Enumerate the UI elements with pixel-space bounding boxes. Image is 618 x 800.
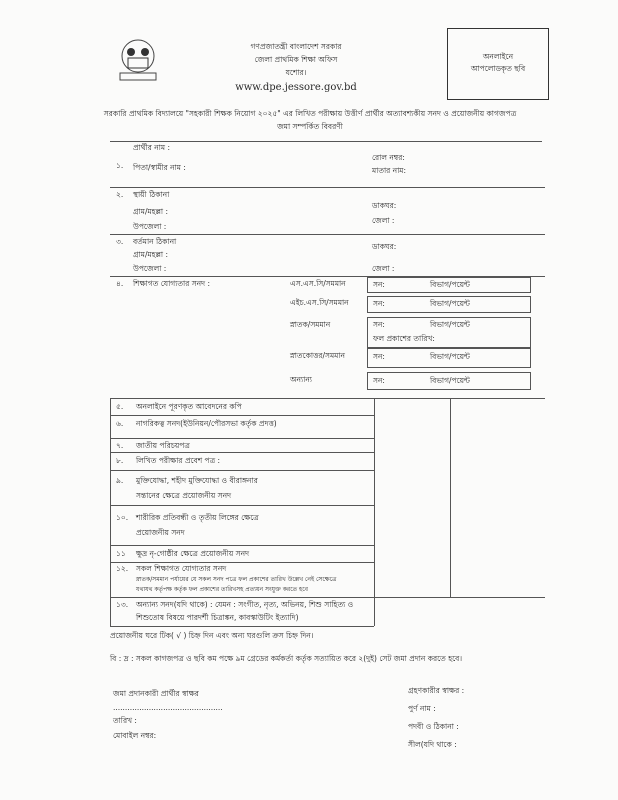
attestation-note: বি : দ্র : সকল কাগজপত্র ও ছবি কম পক্ষে ৯ম গ্রেডের কর্মকর্তা কর্তৃক সত্যায়িত করে ২(দুই) সেট জমা প্রদান করতে হবে। — [110, 654, 462, 663]
title-line: জমা সম্পর্কিত বিবরণী — [277, 122, 343, 131]
checklist-row[interactable] — [116, 564, 337, 593]
edu-box-ssc[interactable] — [367, 277, 531, 293]
field-text: সন: — [373, 352, 385, 361]
header-line: জেলা প্রাথমিক শিক্ষা অফিস — [254, 55, 338, 64]
candidate-signature-label: জমা প্রদানকারী প্রার্থীর স্বাক্ষর — [113, 689, 199, 698]
item-number: ৪. — [116, 279, 124, 288]
field-text: ফল প্রকাশের তারিখ: — [373, 334, 435, 343]
divider — [110, 398, 111, 626]
education-label: শিক্ষাগত যোগ্যতার সনদ : — [133, 279, 210, 288]
title-line: সরকারি প্রাথমিক বিদ্যালয়ে "সহকারী শিক্ষক নিয়োগ ২০২৫" এর লিখিত পরীক্ষায় উত্তীর্ণ প্রার্থীর অত্যাবশ্যকীয় সনদ ও প্রয়োজনীয় কাগজপত্র — [103, 109, 517, 118]
permanent-post-field[interactable]: ডাকঘর: — [372, 201, 397, 210]
field-text: ১২. — [116, 564, 129, 573]
field-text: লিখিত পরীক্ষার প্রবেশ পত্র : — [136, 456, 221, 465]
field-text: ৫. — [116, 402, 124, 411]
item-number: ২. — [116, 190, 124, 199]
field-text: সন: — [373, 299, 385, 308]
field-text: বিভাগ/পয়েন্ট — [430, 299, 470, 308]
field-text: মুক্তিযোদ্ধা, শহীদ মুক্তিযোদ্ধা ও বীরাঙ্গনার — [136, 476, 258, 485]
signature-line[interactable]: .............................................. — [113, 703, 223, 712]
field-text: অনলাইনে পূরণকৃত আবেদনের কপি — [136, 402, 242, 411]
receiver-name-field[interactable]: পুর্ণ নাম : — [408, 704, 436, 713]
divider — [110, 452, 374, 453]
receiver-signature-field[interactable]: গ্রহণকারীর স্বাক্ষর : — [408, 686, 465, 695]
divider — [110, 545, 374, 546]
photo-label: অনলাইনে — [482, 52, 514, 61]
mother-name-field[interactable]: মাতার নাম: — [372, 166, 406, 175]
divider — [110, 398, 545, 399]
photo-label: আপলোডকৃত ছবি — [470, 64, 526, 73]
seal-field[interactable]: সীল(যদি থাকে : — [408, 740, 457, 749]
permanent-upazila-field[interactable]: উপজেলা : — [133, 222, 167, 231]
present-address-label: বর্তমান ঠিকানা — [133, 237, 177, 246]
edu-level-label: এস.এস.সি/সমমান — [290, 279, 346, 288]
field-text: ক্ষুদ্র নৃ-গোষ্ঠীর ক্ষেত্রে প্রয়োজনীয় সনদ — [136, 549, 250, 558]
field-text: বিভাগ/পয়েন্ট — [430, 280, 470, 289]
field-text: সন: — [373, 280, 385, 289]
field-text: বিভাগ/পয়েন্ট — [430, 352, 470, 361]
photo-box — [447, 28, 549, 100]
checklist-row[interactable] — [116, 419, 277, 429]
permanent-village-field[interactable]: গ্রাম/মহল্লা : — [133, 207, 169, 216]
permanent-address-label: স্থায়ী ঠিকানা — [133, 190, 170, 199]
field-text: সকল শিক্ষাগত যোগ্যতার সনদ — [136, 564, 227, 573]
divider — [110, 187, 545, 188]
field-text: বিভাগ/পয়েন্ট — [430, 376, 470, 385]
field-text: শিশুতোষ বিষয়ে পারদর্শী চিত্রাঙ্কন, কাবস্কাউটিং ইত্যাদি) — [136, 613, 299, 622]
field-text: নাগরিকত্ব সনদ(ইউনিয়ন/পৌরসভা কর্তৃক প্রদত্ত) — [136, 419, 277, 428]
tick-instruction: প্রয়োজনীয় ঘরে টিক( √ ) চিহ্ন দিন এবং অন্য ঘরগুলি ক্রস চিহ্ন দিন। — [110, 631, 314, 640]
present-upazila-field[interactable]: উপজেলা : — [133, 264, 167, 273]
item-number: ৩. — [116, 237, 124, 246]
divider — [110, 234, 545, 235]
checklist-row[interactable] — [116, 402, 242, 412]
present-district-field[interactable]: জেলা : — [372, 264, 395, 273]
candidate-name-field[interactable]: প্রার্থীর নাম : — [133, 143, 171, 152]
field-text: অন্যান্য সনদ(যদি থাকে) : যেমন : সংগীত, নৃত্য, অভিনয়, শিশু সাহিত্য ও — [136, 600, 354, 609]
header-lines — [200, 42, 392, 94]
edu-box-postgraduate[interactable] — [367, 348, 531, 368]
edu-level-label: এইচ.এস.সি/সমমান — [290, 298, 349, 307]
school-logo-icon — [114, 38, 162, 82]
divider — [450, 398, 451, 598]
checklist-row[interactable] — [116, 456, 221, 466]
header-line: গণপ্রজাতন্ত্রী বাংলাদেশ সরকার — [250, 42, 342, 51]
edu-box-other[interactable] — [367, 372, 531, 390]
field-text: বিভাগ/পয়েন্ট — [430, 320, 470, 329]
divider — [374, 398, 375, 626]
present-post-field[interactable]: ডাকঘর: — [372, 242, 397, 251]
receiver-designation-field[interactable]: পদবী ও ঠিকানা : — [408, 722, 459, 731]
edu-box-graduate[interactable] — [367, 317, 531, 348]
field-text: ৮. — [116, 456, 124, 465]
field-text: ৭. — [116, 441, 124, 450]
divider — [110, 626, 374, 627]
checklist-row[interactable] — [116, 513, 259, 537]
edu-box-hsc[interactable] — [367, 296, 531, 313]
present-village-field[interactable]: গ্রাম/মহল্লা : — [133, 250, 169, 259]
divider — [110, 438, 374, 439]
divider — [110, 415, 374, 416]
field-text: স্নাতক/সমমান পর্যায়ের যে সকল সনদ পত্রে ফল প্রকাশের তারিখ উল্লেখ নেই সেক্ষেত্রে — [136, 576, 337, 583]
edu-level-label: স্নাতকোত্তর/সমমান — [290, 351, 345, 360]
field-text: ১১ — [116, 549, 126, 558]
divider — [110, 505, 374, 506]
edu-level-label: অন্যান্য — [290, 375, 312, 384]
field-text: সন: — [373, 320, 385, 329]
field-text: প্রয়োজনীয় সনদ — [136, 528, 185, 537]
checklist-row[interactable] — [116, 476, 258, 500]
field-text: সন: — [373, 376, 385, 385]
form-title — [40, 107, 580, 133]
checklist-row[interactable] — [116, 441, 190, 451]
field-text: সন্তানের ক্ষেত্রে প্রয়োজনীয় সনদ — [136, 491, 232, 500]
divider — [110, 141, 542, 142]
field-text: যথাযথ কর্তৃপক্ষ কর্তৃক ফল প্রকাশের তারিখসহ প্রত্যয়ন সংযুক্ত করতে হবে — [136, 586, 308, 593]
mobile-field[interactable]: মোবাইল নম্বর: — [113, 731, 157, 740]
divider — [110, 562, 374, 563]
edu-level-label: স্নাতক/সমমান — [290, 320, 331, 329]
field-text: শারীরিক প্রতিবন্ধী ও তৃতীয় লিঙ্গের ক্ষেত্রে — [136, 513, 259, 522]
checklist-row[interactable] — [116, 549, 250, 559]
father-name-field[interactable]: পিতা/স্বামীর নাম : — [133, 163, 186, 172]
divider — [110, 470, 374, 471]
field-text: ৯. — [116, 476, 124, 485]
field-text: জাতীয় পরিচয়পত্র — [136, 441, 190, 450]
field-text: ১৩. — [116, 600, 129, 609]
website-link[interactable]: www.dpe.jessore.gov.bd — [235, 82, 357, 93]
field-text: ১০. — [116, 513, 129, 522]
roll-number-field[interactable]: রোল নম্বর: — [372, 153, 405, 162]
item-number: ১. — [116, 161, 124, 170]
permanent-district-field[interactable]: জেলা : — [372, 216, 395, 225]
divider — [110, 597, 545, 598]
checklist-row[interactable] — [116, 600, 354, 622]
header-line: যশোর। — [285, 68, 307, 77]
field-text: ৬. — [116, 419, 124, 428]
date-field[interactable]: তারিখ : — [113, 716, 137, 725]
